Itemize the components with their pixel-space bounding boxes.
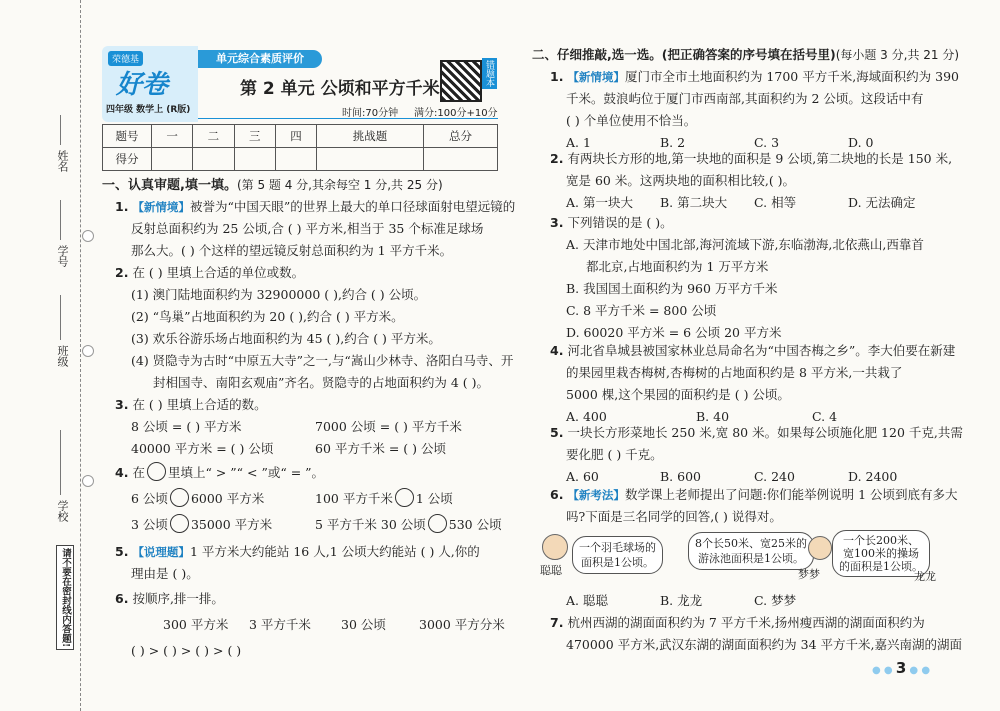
dots-decoration: ● ● <box>906 665 931 676</box>
cell: 二 <box>193 125 234 148</box>
seal-line <box>80 0 81 711</box>
text: 河北省阜城县被国家林业总局命名为“中国杏梅之乡”。李大伯要在新建 <box>567 343 956 358</box>
compare-circle-icon[interactable] <box>170 488 189 507</box>
text: 7000 公顷 = ( ) 平方千米 <box>315 419 462 434</box>
cell: 题号 <box>103 125 152 148</box>
cell: 挑战题 <box>317 125 424 148</box>
page-number-footer <box>872 658 930 677</box>
option-c[interactable]: C. 相等 <box>754 195 797 210</box>
logo-text: 好卷 <box>116 70 169 100</box>
option-c[interactable]: C. 4 <box>812 409 838 424</box>
line: 5000 棵,这个果园的面积约是 ( ) 公顷。 <box>566 387 790 402</box>
question-3 <box>115 394 462 460</box>
text: 在 <box>132 465 145 480</box>
text: 一块长方形菜地长 250 米,宽 80 米。如果每公顷施化肥 120 千克,共需 <box>567 425 963 440</box>
text: 数学课上老师提出了问题:你们能举例说明 1 公顷到底有多大 <box>624 487 958 502</box>
line: (3) 欢乐谷游乐场占地面积约为 45 ( ),约合 ( ) 平方米。 <box>131 331 441 346</box>
compare-circle-icon[interactable] <box>395 488 414 507</box>
unit-title: 第 2 单元 公顷和平方千米 <box>240 79 440 99</box>
text: 1 平方米大约能站 16 人,1 公顷大约能站 ( ) 人,你的 <box>189 544 480 559</box>
text: 530 公顷 <box>448 517 502 532</box>
dots-decoration: ● ● <box>872 665 896 676</box>
q-number: 7. <box>550 615 564 630</box>
compare-circle-icon[interactable] <box>170 514 189 533</box>
line: ( ) > ( ) > ( ) > ( ) <box>131 643 242 658</box>
line: ( ) 个单位使用不恰当。 <box>566 113 697 128</box>
section1-heading <box>102 174 443 193</box>
line <box>550 422 963 444</box>
question-5 <box>115 541 480 585</box>
item: 3000 平方分米 <box>419 617 505 632</box>
exam-header <box>102 46 498 122</box>
banner: 单元综合素质评价 <box>198 50 322 68</box>
option-c[interactable]: C. 240 <box>754 469 795 484</box>
binding-school: 学校 <box>56 500 69 522</box>
line <box>115 262 513 284</box>
item: 300 平方米 <box>163 617 229 632</box>
logo-block <box>102 46 198 122</box>
score-label: 满分:100分+10分 <box>414 108 498 119</box>
student-name: 龙龙 <box>914 570 936 583</box>
text: 3 公顷 <box>131 517 168 532</box>
tag-label: 【新情境】 <box>567 70 625 84</box>
q-number: 5. <box>550 425 564 440</box>
choice-4 <box>550 340 955 428</box>
choice-3 <box>550 212 924 344</box>
option-a[interactable]: A. 400 <box>566 409 607 424</box>
qr-code <box>440 60 482 102</box>
text: 杭州西湖的湖面面积约为 7 平方千米,扬州瘦西湖的湖面面积约为 <box>567 615 925 630</box>
class-line <box>60 295 61 340</box>
text: 5 平方千米 30 公顷 <box>315 517 426 532</box>
compare-circle-icon[interactable] <box>428 514 447 533</box>
grade-label: 四年级 数学上 (R版) <box>106 105 191 115</box>
q-number: 3. <box>550 215 564 230</box>
school-line <box>60 430 61 495</box>
option-d[interactable]: D. 2400 <box>848 469 898 484</box>
binding-hole <box>82 230 94 242</box>
option-c[interactable]: C. 3 <box>754 135 780 150</box>
text: 8 公顷 = ( ) 平方米 <box>131 419 242 434</box>
line: 要化肥 ( ) 千克。 <box>566 447 663 462</box>
choice-2 <box>550 148 952 214</box>
question-2 <box>115 262 513 394</box>
binding-class: 班级 <box>56 345 69 367</box>
item: 30 公顷 <box>341 617 386 632</box>
text: 60 平方千米 = ( ) 公顷 <box>315 441 447 456</box>
header-rule <box>198 118 498 119</box>
choice-5 <box>550 422 963 488</box>
line <box>115 588 505 610</box>
student-avatar-icon <box>808 536 832 560</box>
tag-label: 【新情境】 <box>132 200 190 214</box>
question-4 <box>115 462 502 536</box>
score-input[interactable] <box>423 148 497 171</box>
text: 有两块长方形的地,第一块地的面积是 9 公顷,第二块地的长是 150 米, <box>567 151 953 166</box>
line <box>115 541 480 563</box>
option-a[interactable]: A. 第一块大 <box>566 195 633 210</box>
option-d[interactable]: D. 0 <box>848 135 874 150</box>
line: (1) 澳门陆地面积约为 32900000 ( ),约合 ( ) 公顷。 <box>131 287 427 302</box>
section2-title: 二、仔细推敲,选一选。(把正确答案的序号填在括号里) <box>532 47 836 62</box>
bubble-text: 面积是1公顷。 <box>581 556 654 569</box>
student-avatar-icon <box>542 534 568 560</box>
line <box>550 212 924 234</box>
student-answers-illustration <box>540 530 940 586</box>
bubble-text: 8个长50米、宽25米的 <box>695 537 807 550</box>
binding-hole <box>82 345 94 357</box>
line <box>550 612 962 634</box>
line: (2) “鸟巢”占地面积约为 20 ( ),约合 ( ) 平方米。 <box>131 309 404 324</box>
line <box>550 148 952 170</box>
q-number: 5. <box>115 544 129 559</box>
option-b[interactable]: B. 2 <box>660 135 686 150</box>
section1-note: (第 5 题 4 分,其余每空 1 分,共 25 分) <box>236 178 443 192</box>
line <box>115 614 505 636</box>
binding-warning: 请不要在密封线内答题! <box>56 545 74 650</box>
text: 厦门市全市土地面积约为 1700 平方千米,海域面积约为 390 <box>624 69 960 84</box>
score-input[interactable] <box>317 148 424 171</box>
option-b[interactable]: B. 600 <box>660 469 701 484</box>
q-number: 1. <box>115 199 129 214</box>
line: 封相国寺、南阳玄观庙”齐名。贤隐寺的占地面积约为 4 ( )。 <box>153 375 490 390</box>
score-table-header <box>103 125 498 148</box>
line: 宽是 60 米。这两块地的面积相比较,( )。 <box>566 173 796 188</box>
line <box>115 394 462 416</box>
line <box>115 488 502 510</box>
option-a[interactable]: A. 聪聪 <box>566 593 608 608</box>
options <box>550 192 952 214</box>
option-b[interactable]: B. 第二块大 <box>660 195 728 210</box>
choice-6 <box>550 484 958 528</box>
page-number: 3 <box>895 659 907 677</box>
text: 在 ( ) 里填上合适的数。 <box>132 397 267 412</box>
choice-6-options <box>566 590 796 612</box>
option-b[interactable]: B. 我国国土面积约为 960 万平方千米 <box>566 281 778 296</box>
q-number: 6. <box>115 591 129 606</box>
line: 都北京,占地面积约为 1 万平方米 <box>586 259 769 274</box>
q-number: 2. <box>115 265 129 280</box>
q-number: 3. <box>115 397 129 412</box>
text: 6 公顷 <box>131 491 168 506</box>
option-b[interactable]: B. 龙龙 <box>660 593 703 608</box>
question-6 <box>115 588 505 662</box>
line <box>115 514 502 536</box>
binding-hole <box>82 475 94 487</box>
text: 35000 平方米 <box>190 517 273 532</box>
line <box>115 438 462 460</box>
bubble-text: 一个长200米、 <box>843 534 919 547</box>
option-c[interactable]: C. 梦梦 <box>754 593 797 608</box>
tag-label: 【说理题】 <box>132 545 190 559</box>
student-name: 梦梦 <box>798 568 820 581</box>
score-input[interactable] <box>152 148 193 171</box>
choice-7 <box>550 612 962 656</box>
q-number: 4. <box>115 465 129 480</box>
qr-label: 错题本 <box>482 58 497 89</box>
q-number: 1. <box>550 69 564 84</box>
publisher-badge: 荣德基 <box>108 51 143 66</box>
text: 1 公顷 <box>415 491 453 506</box>
option-a[interactable]: A. 60 <box>566 469 599 484</box>
q-number: 2. <box>550 151 564 166</box>
q-number: 4. <box>550 343 564 358</box>
line: 470000 平方米,武汉东湖的湖面面积约为 34 平方千米,嘉兴南湖的湖面 <box>566 637 962 652</box>
speech-bubble <box>688 532 814 570</box>
text: 下列错误的是 ( )。 <box>567 215 673 230</box>
line: 吗?下面是三名同学的回答,( ) 说得对。 <box>566 509 782 524</box>
bubble-text: 的面积是1公顷。 <box>839 560 923 573</box>
text: 100 平方千米 <box>315 491 393 506</box>
compare-circle-icon <box>147 462 166 481</box>
name-line <box>60 115 61 145</box>
question-1 <box>115 196 515 262</box>
text: 40000 平方米 = ( ) 公顷 <box>131 441 274 456</box>
cell: 总分 <box>423 125 497 148</box>
cell: 三 <box>234 125 275 148</box>
tag-label: 【新考法】 <box>567 488 625 502</box>
q-number: 6. <box>550 487 564 502</box>
score-input[interactable] <box>234 148 275 171</box>
cell: 得分 <box>103 148 152 171</box>
line: 那么大。( ) 个这样的望远镜反射总面积约为 1 平方千米。 <box>131 243 453 258</box>
option-d[interactable]: D. 60020 平方米 = 6 公顷 20 平方米 <box>566 325 782 340</box>
score-input[interactable] <box>193 148 234 171</box>
option-c[interactable]: C. 8 平方千米 = 800 公顷 <box>566 303 717 318</box>
time-label: 时间:70分钟 <box>342 108 399 119</box>
bubble-text: 一个羽毛球场的 <box>579 541 656 554</box>
line: 理由是 ( )。 <box>131 566 199 581</box>
id-line <box>60 200 61 240</box>
line: (4) 贤隐寺为古时“中原五大寺”之一,与“嵩山少林寺、洛阳白马寺、开 <box>131 353 514 368</box>
score-table <box>102 124 498 171</box>
binding-id: 学号 <box>56 245 69 267</box>
option-b[interactable]: B. 40 <box>696 409 730 424</box>
score-table-row <box>103 148 498 171</box>
section2-note: (每小题 3 分,共 21 分) <box>835 48 960 62</box>
option-a[interactable]: A. 1 <box>566 135 591 150</box>
student-name: 聪聪 <box>540 564 562 577</box>
line <box>550 484 958 506</box>
score-input[interactable] <box>275 148 316 171</box>
choice-1 <box>550 66 959 154</box>
cell: 四 <box>275 125 316 148</box>
cell: 一 <box>152 125 193 148</box>
bubble-text: 宽100米的操场 <box>843 547 919 560</box>
line <box>115 462 502 484</box>
line <box>550 66 959 88</box>
line: 的果园里栽杏梅树,杏梅树的占地面积约是 8 平方米,一共栽了 <box>566 365 903 380</box>
line <box>115 416 462 438</box>
bubble-text: 游泳池面积是1公顷。 <box>698 552 804 565</box>
option-a[interactable]: A. 天津市地处中国北部,海河流域下游,东临渤海,北依燕山,西靠首 <box>566 237 924 252</box>
line: 反射总面积约为 25 公顷,合 ( ) 平方米,相当于 35 个标准足球场 <box>131 221 484 236</box>
line <box>550 340 955 362</box>
section2-heading <box>532 45 959 63</box>
line: 千米。鼓浪屿位于厦门市西南部,其面积约为 2 公顷。这段话中有 <box>566 91 924 106</box>
section1-title: 一、认真审题,填一填。 <box>102 178 237 193</box>
line <box>115 196 515 218</box>
binding-name: 姓名 <box>56 150 69 172</box>
text: 6000 平方米 <box>190 491 265 506</box>
text: 按顺序,排一排。 <box>132 591 224 606</box>
text: 被誉为“中国天眼”的世界上最大的单口径球面射电望远镜的 <box>189 199 516 214</box>
speech-bubble <box>572 536 663 574</box>
text: 里填上“ > ”“ < ”或“ = ”。 <box>167 465 325 480</box>
option-d[interactable]: D. 无法确定 <box>848 195 916 210</box>
binding-strip <box>0 0 88 711</box>
text: 在 ( ) 里填上合适的单位或数。 <box>132 265 305 280</box>
item: 3 平方千米 <box>249 617 311 632</box>
